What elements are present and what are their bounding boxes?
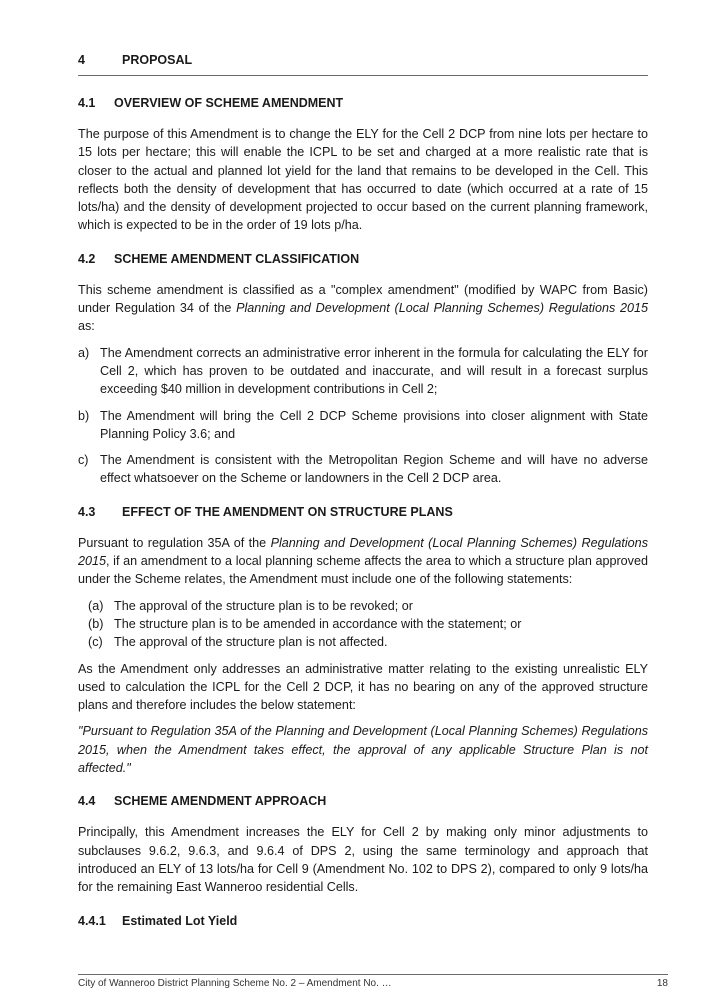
list-label: c) (78, 453, 89, 468)
subsection-heading (78, 912, 648, 930)
section-number: 4.2 (78, 251, 96, 266)
chapter-title: PROPOSAL (122, 53, 193, 67)
paragraph: The purpose of this Amendment is to change the ELY for the Cell 2 DCP from nine lots per hectare to 15 lots per hectare; this will enable the ICPL to be set and charged at a more realistic rate that is closer to the actual and planned lot yield for the land that remains to be developed in the Cell. This reflects both the density of development that has occurred to date (which occurred at a rate of 15 lots/ha) and the density of development projected to occur based on the current planning framework, which is expected to be in the order of 19 lots p/ha. (78, 127, 648, 233)
list-item (78, 451, 648, 488)
list-item (88, 633, 648, 651)
list-item (78, 344, 648, 399)
list-label: (a) (88, 598, 104, 613)
subsection-number: 4.4.1 (78, 913, 106, 928)
section-number: 4.3 (78, 504, 96, 519)
text-run: as: (78, 319, 95, 334)
paragraph: As the Amendment only addresses an administrative matter relating to the existing unrealistic ELY used to calculation the ICPL for the Cell 2 DCP, it has no bearing on any of the approved structure plans and therefore includes the below statement: (78, 661, 648, 713)
section-4-2 (78, 250, 648, 488)
chapter-heading (78, 53, 648, 76)
paragraph (78, 534, 648, 589)
list-text: The approval of the structure plan is not affected. (114, 635, 388, 650)
quote-text: "Pursuant to Regulation 35A of the Planning and Development (Local Planning Schemes) Regulations 2015, when the Amendment takes effect, the approval of any applicable Structure Plan is not affected." (78, 724, 648, 776)
chapter-number: 4 (78, 53, 85, 67)
list-label: a) (78, 345, 90, 360)
list-label: (c) (88, 635, 103, 650)
text-run: Pursuant to regulation 35A of the (78, 535, 271, 550)
list-text: The structure plan is to be amended in accordance with the statement; or (114, 616, 522, 631)
quoted-statement (78, 722, 648, 777)
section-4-1 (78, 94, 648, 235)
section-heading (78, 792, 648, 810)
list-item (88, 597, 648, 615)
section-number: 4.1 (78, 96, 96, 110)
paragraph (78, 281, 648, 336)
page-number: 18 (656, 978, 668, 989)
section-4-3 (78, 503, 648, 778)
section-number: 4.4 (78, 794, 96, 809)
regulation-title: Planning and Development (Local Planning Schemes) Regulations 2015 (78, 535, 648, 569)
list-item (88, 615, 648, 633)
regulation-title: Planning and Development (Local Planning Schemes) Regulations 2015 (236, 301, 648, 316)
section-title: SCHEME AMENDMENT CLASSIFICATION (114, 251, 360, 266)
list-text: The Amendment corrects an administrative error inherent in the formula for calculating the ELY for Cell 2, which has proven to be outdated and inaccurate, and will result in a forecast surplus exceeding $40 million in development contributions in Cell 2; (100, 345, 648, 397)
list-item (78, 407, 648, 444)
section-title: OVERVIEW OF SCHEME AMENDMENT (114, 96, 344, 110)
text-run: , if an amendment to a local planning scheme affects the area to which a structure plan approved under the Scheme relates, the Amendment must include one of the following statements: (78, 554, 648, 587)
list-text: The Amendment will bring the Cell 2 DCP Scheme provisions into closer alignment with State Planning Policy 3.6; and (100, 408, 648, 441)
section-heading (78, 250, 648, 268)
document-content (78, 94, 648, 930)
subsection-title: Estimated Lot Yield (122, 913, 238, 928)
list-text: The approval of the structure plan is to be revoked; or (114, 598, 413, 613)
section-heading (78, 503, 648, 521)
page-footer (78, 974, 668, 989)
statement-list (88, 597, 648, 652)
list-label: b) (78, 408, 90, 423)
section-title: EFFECT OF THE AMENDMENT ON STRUCTURE PLANS (122, 504, 453, 519)
list-label: (b) (88, 616, 104, 631)
list-text: The Amendment is consistent with the Metropolitan Region Scheme and will have no adverse effect whatsoever on the Scheme or landowners in the Cell 2 DCP area. (100, 453, 648, 486)
section-title: SCHEME AMENDMENT APPROACH (114, 794, 327, 809)
footer-text: City of Wanneroo District Planning Scheme No. 2 – Amendment No. … (78, 978, 392, 989)
section-4-4 (78, 792, 648, 896)
text-run: This scheme amendment is classified as a "complex amendment" (modified by WAPC from Basic) under Regulation 34 of the (78, 282, 648, 316)
section-heading (78, 94, 648, 112)
paragraph: Principally, this Amendment increases the ELY for Cell 2 by making only minor adjustments to subclauses 9.6.2, 9.6.3, and 9.6.4 of DPS 2, using the same terminology and approach that introduced an ELY of 13 lots/ha for Cell 9 (Amendment No. 102 to DPS 2), compared to only 9 lots/ha for the remaining East Wanneroo residential Cells. (78, 825, 648, 895)
